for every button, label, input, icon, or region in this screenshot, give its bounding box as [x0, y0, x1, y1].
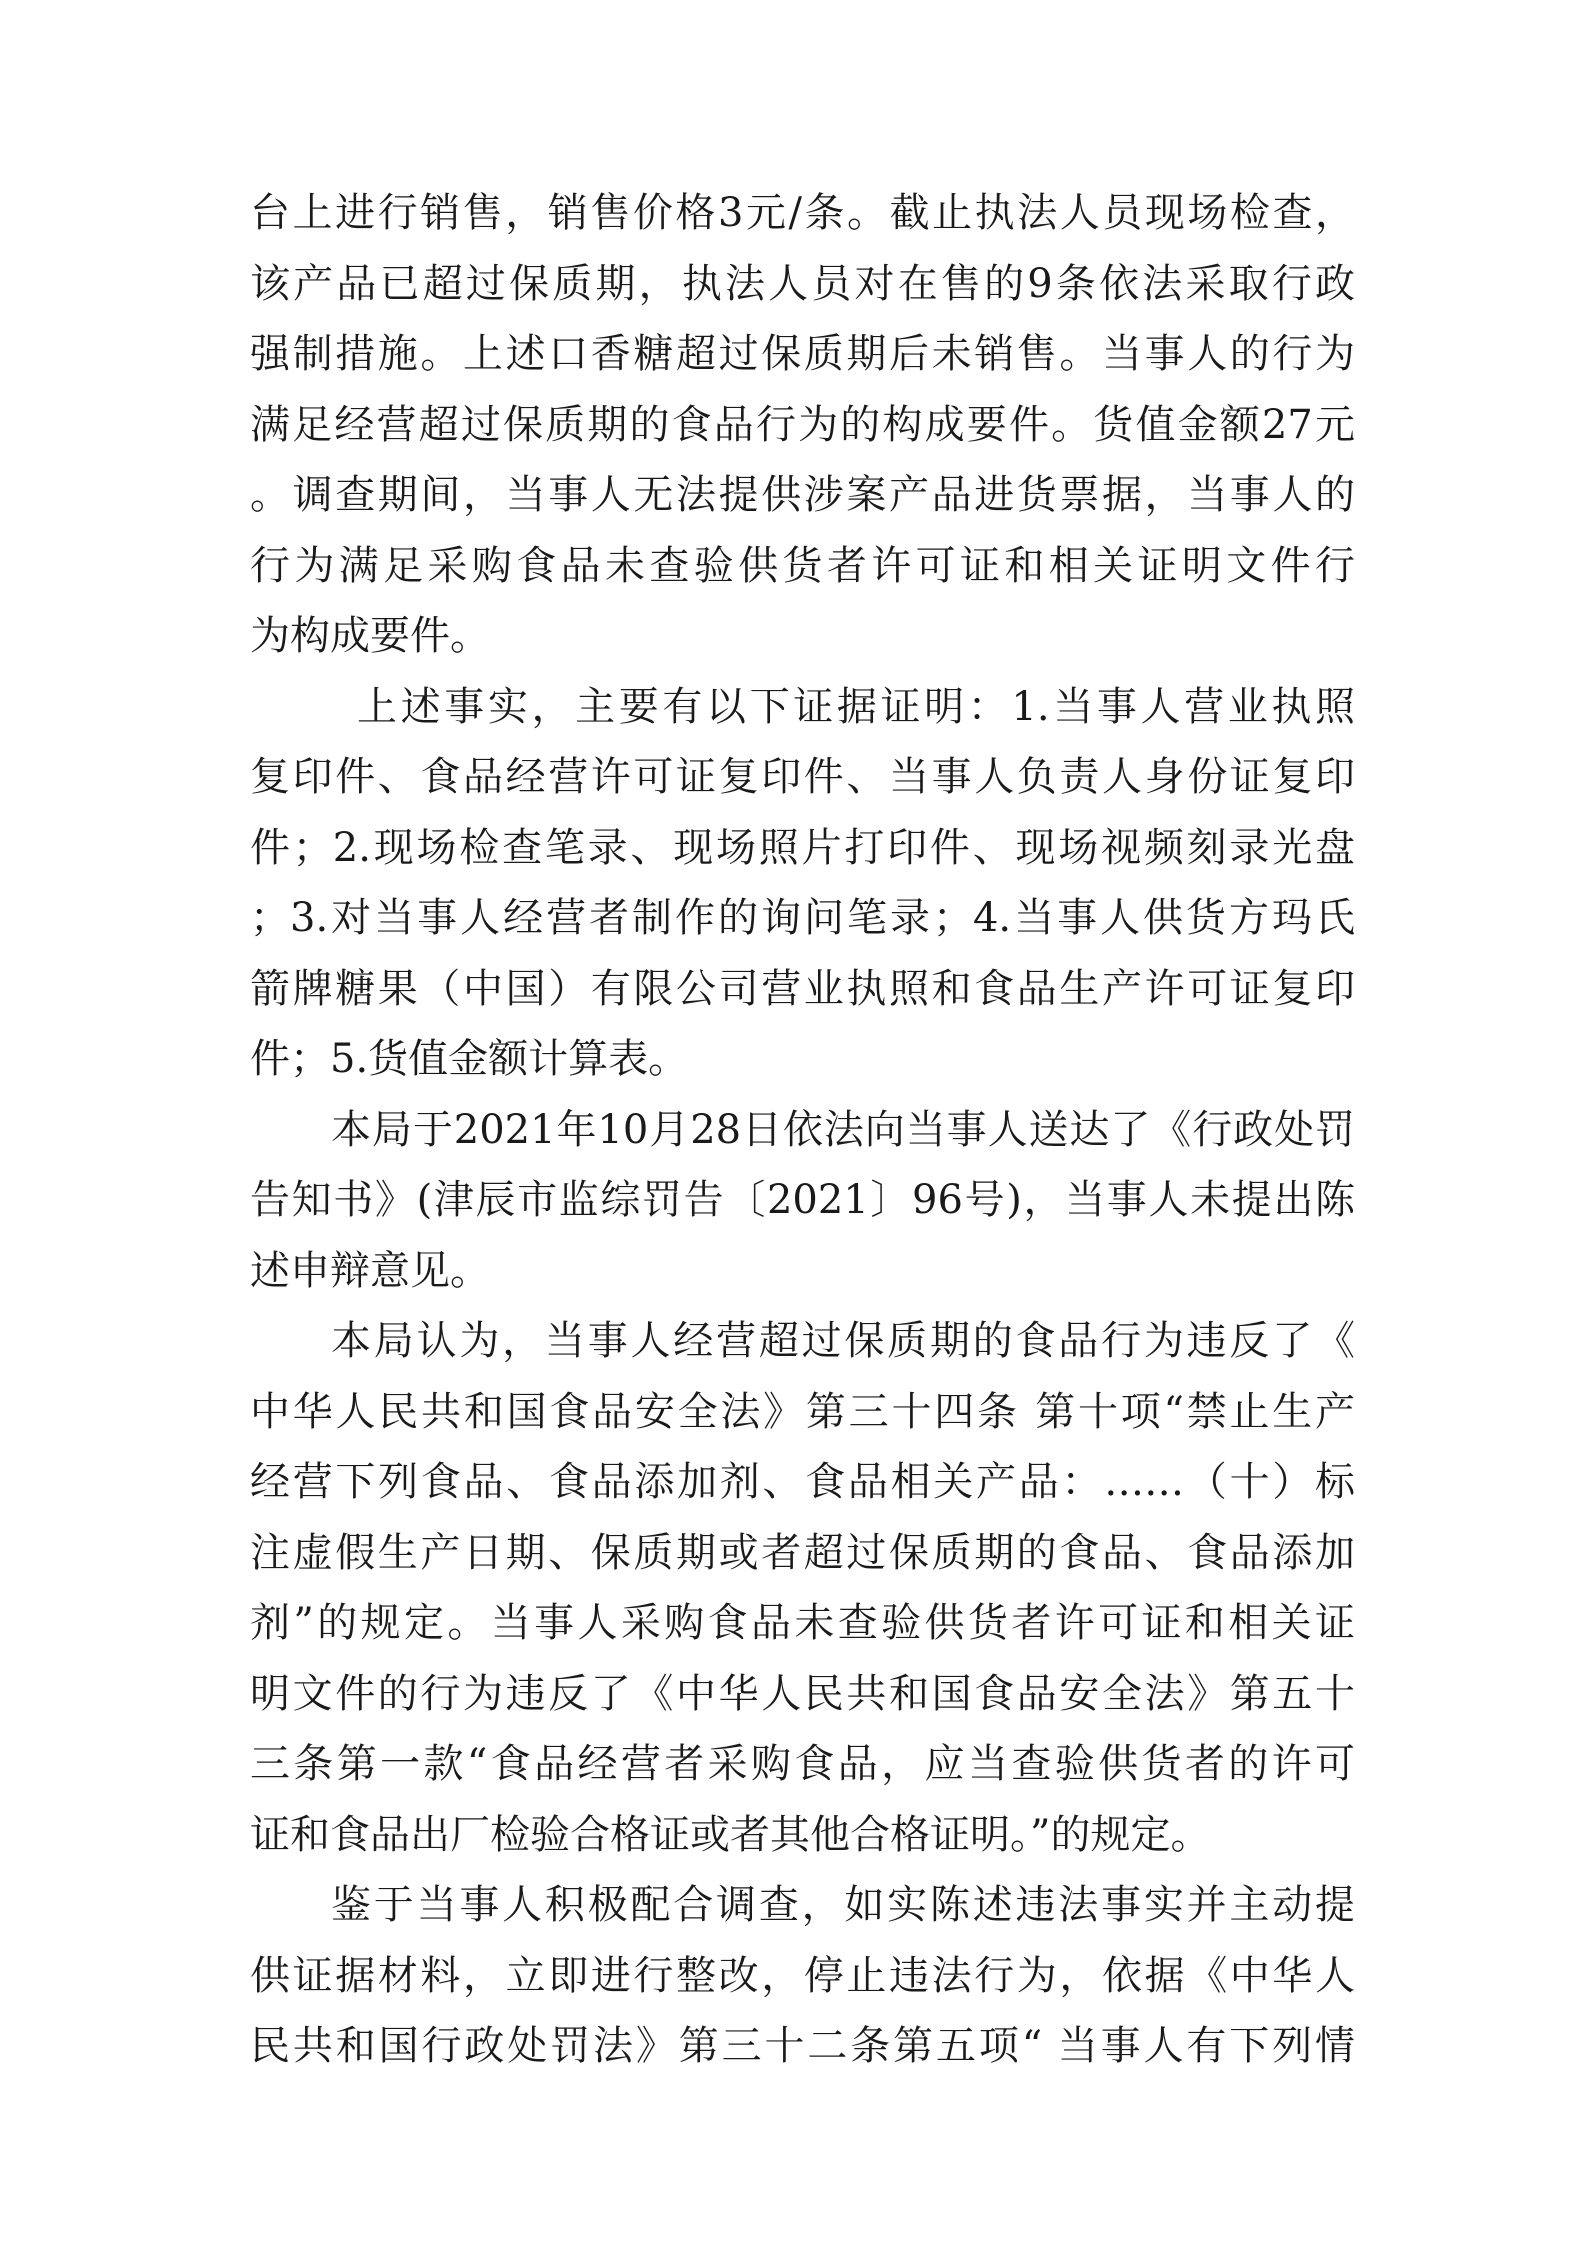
text-line: 复印件、食品经营许可证复印件、当事人负责人身份证复印: [250, 754, 1355, 800]
text-line: 。调查期间，当事人无法提供涉案产品进货票据，当事人的: [250, 472, 1355, 518]
text-line: 供证据材料，立即进行整改，停止违法行为，依据《中华人: [250, 1952, 1355, 1999]
text-line: 满足经营超过保质期的食品行为的构成要件。货值金额27元: [250, 401, 1355, 448]
document-body: [250, 178, 1355, 2082]
paragraph-start-line: 本局认为，当事人经营超过保质期的食品行为违反了《: [331, 1318, 1355, 1364]
text-line: 证和食品出厂检验合格证或者其他合格证明。”的规定。: [250, 1811, 1211, 1858]
text-line: 台上进行销售，销售价格3元/条。截止执法人员现场检查，: [250, 190, 1355, 236]
text-line: 注虚假生产日期、保质期或者超过保质期的食品、食品添加: [250, 1529, 1355, 1576]
text-line: 件；5.货值金额计算表。: [250, 1036, 689, 1082]
text-line: 行为满足采购食品未查验供货者许可证和相关证明文件行: [250, 542, 1355, 589]
text-line: 中华人民共和国食品安全法》第三十四条 第十项“禁止生产: [250, 1388, 1355, 1435]
text-line: 该产品已超过保质期，执法人员对在售的9条依法采取行政: [250, 260, 1355, 307]
text-line: 剂”的规定。当事人采购食品未查验供货者许可证和相关证: [250, 1600, 1355, 1646]
text-line: 为构成要件。: [250, 613, 490, 659]
text-line: 述申辩意见。: [250, 1247, 490, 1294]
text-line: 三条第一款“食品经营者采购食品，应当查验供货者的许可: [250, 1741, 1355, 1787]
text-line: 告知书》(津辰市监综罚告〔2021〕96号)，当事人未提出陈: [250, 1177, 1355, 1223]
text-line: 件；2.现场检查笔录、现场照片打印件、现场视频刻录光盘: [250, 824, 1355, 871]
text-line: 箭牌糖果（中国）有限公司营业执照和食品生产许可证复印: [250, 965, 1355, 1012]
text-line: 民共和国行政处罚法》第三十二条第五项“ 当事人有下列情: [250, 2023, 1355, 2069]
paragraph-start-line: 上述事实，主要有以下证据证明：1.当事人营业执照: [357, 683, 1355, 730]
text-line: ；3.对当事人经营者制作的询问笔录；4.当事人供货方玛氏: [250, 895, 1355, 941]
paragraph-start-line: 本局于2021年10月28日依法向当事人送达了《行政处罚: [331, 1106, 1355, 1153]
text-line: 明文件的行为违反了《中华人民共和国食品安全法》第五十: [250, 1670, 1355, 1717]
text-line: 经营下列食品、食品添加剂、食品相关产品：……（十）标: [250, 1459, 1355, 1505]
text-line: 强制措施。上述口香糖超过保质期后未销售。当事人的行为: [250, 331, 1355, 377]
paragraph-start-line: 鉴于当事人积极配合调查，如实陈述违法事实并主动提: [331, 1882, 1355, 1928]
